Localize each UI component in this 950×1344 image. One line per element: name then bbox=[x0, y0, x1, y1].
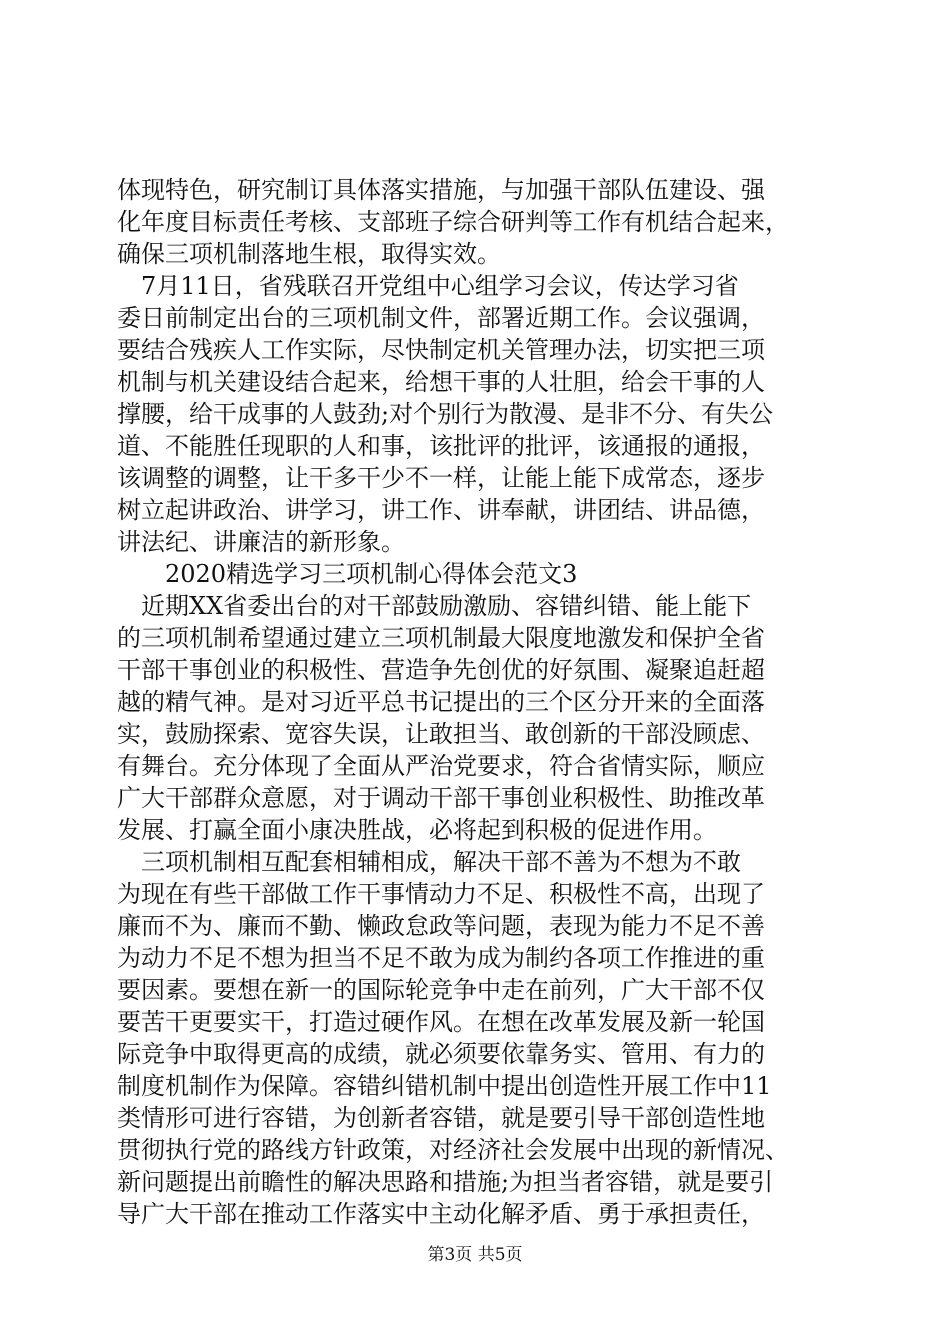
text-line: 制度机制作为保障。容错纠错机制中提出创造性开展工作中11 bbox=[117, 1072, 772, 1100]
text-line: 体现特色，研究制订具体落实措施，与加强干部队伍建设、强 bbox=[117, 176, 765, 204]
text-line: 的三项机制希望通过建立三项机制最大限度地激发和保护全省 bbox=[117, 624, 765, 652]
text-line: 廉而不为、廉而不勤、懒政怠政等问题，表现为能力不足不善 bbox=[117, 912, 765, 940]
text-line: 道、不能胜任现职的人和事，该批评的批评，该通报的通报， bbox=[117, 432, 765, 460]
text-line: 导广大干部在推动工作落实中主动化解矛盾、勇于承担责任， bbox=[117, 1200, 765, 1228]
text-line: 要苦干更要实干，打造过硬作风。在想在改革发展及新一轮国 bbox=[117, 1008, 765, 1036]
document-body bbox=[117, 174, 833, 1230]
text-line: 类情形可进行容错，为创新者容错，就是要引导干部创造性地 bbox=[117, 1104, 765, 1132]
text-line: 撑腰，给干成事的人鼓劲;对个别行为散漫、是非不分、有失公 bbox=[117, 400, 774, 428]
text-line: 为现在有些干部做工作干事情动力不足、积极性不高，出现了 bbox=[117, 880, 765, 908]
text-line: 该调整的调整，让干多干少不一样，让能上能下成常态，逐步 bbox=[117, 464, 765, 492]
text-line: 三项机制相互配套相辅相成，解决干部不善为不想为不敢 bbox=[117, 848, 741, 876]
text-line: 实，鼓励探索、宽容失误，让敢担当、敢创新的干部没顾虑、 bbox=[117, 720, 765, 748]
text-line: 树立起讲政治、讲学习，讲工作、讲奉献，讲团结、讲品德， bbox=[117, 496, 765, 524]
text-line: 发展、打赢全面小康决胜战，必将起到积极的促进作用。 bbox=[117, 816, 717, 844]
text-line: 近期XX省委出台的对干部鼓励激励、容错纠错、能上能下 bbox=[117, 592, 752, 620]
text-line: 有舞台。充分体现了全面从严治党要求，符合省情实际，顺应 bbox=[117, 752, 765, 780]
text-line: 要因素。要想在新一的国际轮竞争中走在前列，广大干部不仅 bbox=[117, 976, 765, 1004]
text-line: 7月11日，省残联召开党组中心组学习会议，传达学习省 bbox=[117, 272, 739, 300]
text-line: 干部干事创业的积极性、营造争先创优的好氛围、凝聚追赶超 bbox=[117, 656, 765, 684]
text-line: 广大干部群众意愿，对于调动干部干事创业积极性、助推改革 bbox=[117, 784, 765, 812]
text-line: 机制与机关建设结合起来，给想干事的人壮胆，给会干事的人 bbox=[117, 368, 765, 396]
text-line: 为动力不足不想为担当不足不敢为成为制约各项工作推进的重 bbox=[117, 944, 765, 972]
text-line: 际竞争中取得更高的成绩，就必须要依靠务实、管用、有力的 bbox=[117, 1040, 765, 1068]
page-footer: 第3页 共5页 bbox=[427, 1245, 523, 1265]
text-line: 化年度目标责任考核、支部班子综合研判等工作有机结合起来， bbox=[117, 208, 789, 236]
text-line: 确保三项机制落地生根，取得实效。 bbox=[117, 240, 501, 268]
text-line: 2020精选学习三项机制心得体会范文3 bbox=[117, 560, 578, 588]
text-line: 要结合残疾人工作实际，尽快制定机关管理办法，切实把三项 bbox=[117, 336, 765, 364]
text-line: 委日前制定出台的三项机制文件，部署近期工作。会议强调， bbox=[117, 304, 765, 332]
text-line: 讲法纪、讲廉洁的新形象。 bbox=[117, 528, 405, 556]
text-line: 新问题提出前瞻性的解决思路和措施;为担当者容错，就是要引 bbox=[117, 1168, 774, 1196]
text-line: 越的精气神。是对习近平总书记提出的三个区分开来的全面落 bbox=[117, 688, 765, 716]
text-line: 贯彻执行党的路线方针政策，对经济社会发展中出现的新情况、 bbox=[117, 1136, 789, 1164]
